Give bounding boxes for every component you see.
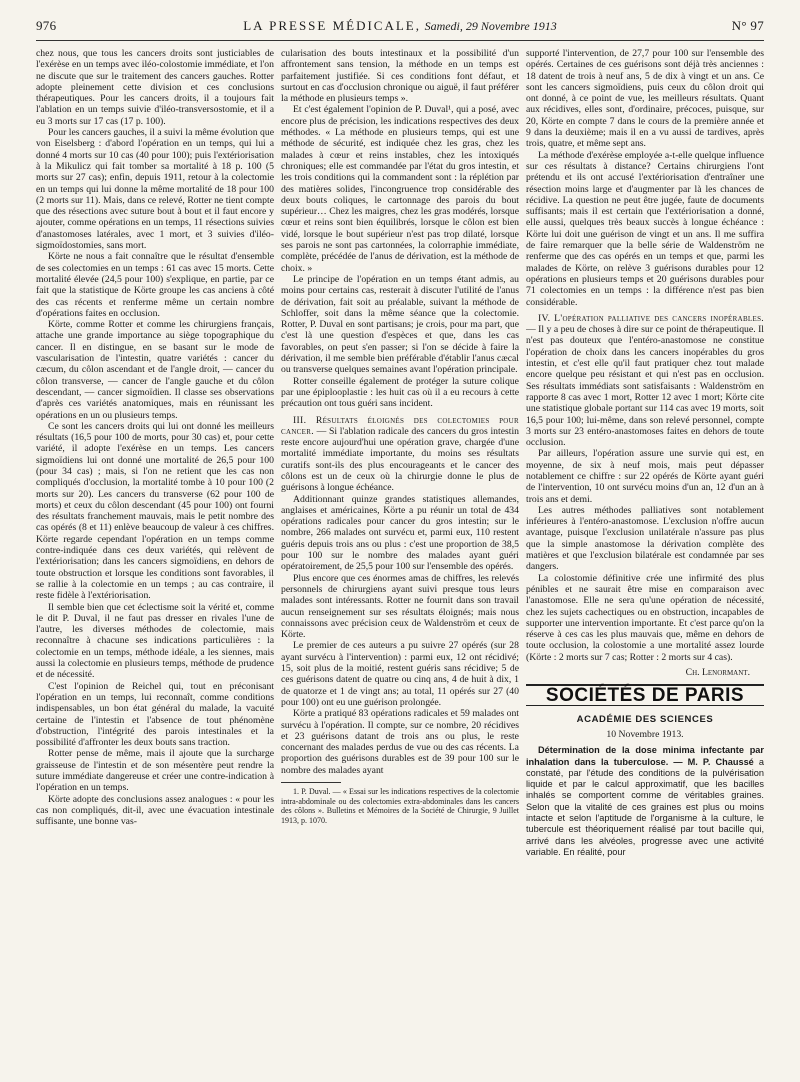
paragraph: La méthode d'exérèse employée a-t-elle quelque influence sur ces résultats à distance? Certains chirurgiens l'ont prétendu et ils ont accusé l'extériorisation d'entraîner une résection moins large et d'augmenter par là les chances de récidive. La question ne peut être jugée, faute de documents suffisants; mais il est certain que l'extériorisation a donné, elle aussi, quelques très beaux succès à longue échéance : Körte lui doit une guérison de vingt et un ans. Il me suffira de faire remarquer que la belle série de Waldenström ne renferme que des cas opérés en un temps et que, parmi les malades de Körte, on relève 3 guérisons durables pour 12 opérations en plusieurs temps et 20 guérisons durables pour 71 colectomies en un temps : la différence n'est pas bien considérable.	[526, 149, 764, 308]
section-paragraph	[526, 313, 764, 449]
paragraph: Pour les cancers gauches, il a suivi la même évolution que von Eiselsberg : d'abord l'opération en un temps, qui lui a donné 4 morts sur 10 cas (40 pour 100); puis l'extériorisation à la Mikulicz qui fait tomber sa mortalité à 18 p. 100 (5 morts sur 27 cas); enfin, depuis 1911, retour à la colectomie en un temps qui lui donne la même mortalité de 18 pour 100 (2 morts sur 11). Mais, dans ce relevé, Rotter ne tient compte que des résections avec suture bout à bout et il faut encore y ajouter, comme opérations en un temps, 11 résections suivies d'anastomoses latérales, avec 1 mort, et 3 suivies d'iléo-sigmoïdostomies, sans mort.	[36, 127, 274, 252]
paragraph: Le principe de l'opération en un temps étant admis, au moins pour certains cas, resterait à discuter l'utilité de l'anus de dérivation, fait soit au préalable, suivant la méthode de Schloffer, soit dans la même séance que la colectomie. Rotter, P. Duval en sont partisans; je crois, pour ma part, que c'est là une question d'espèces et que, dans les cas favorables, on peut s'en passer; si l'on se décide à faire la dérivation, il me semble bien préférable d'établir l'anus cæcal ou transverse quelques semaines avant l'opération principale.	[281, 273, 519, 376]
paragraph: Rotter pense de même, mais il ajoute que la surcharge graisseuse de l'intestin et de son mésentère peut rendre la suture immédiate dangereuse et créer une contre-indication à l'opération en un temps.	[36, 748, 274, 794]
paragraph: Le premier de ces auteurs a pu suivre 27 opérés (sur 28 ayant survécu à l'intervention) : parmi eux, 12 ont récidivé; 15, soit plus de la moitié, restent guéris sans récidive; 5 de ces guérisons datent de quatre ou cinq ans, 4 de huit à dix, 1 de quatorze et 1 de vingt ans; au total, 11 opérés sur 27 (40 pour 100) ont eu une guérison prolongée.	[281, 640, 519, 708]
paragraph: C'est l'opinion de Reichel qui, tout en préconisant l'opération en un temps, lui reconnaît, comme conditions indispensables, un bon état général du malade, la vacuité certaine de l'intestin et l'absence de tout phénomène d'obstruction, l'intégrité des parois intestinales et la possibilité d'affronter les deux bouts sans traction.	[36, 680, 274, 749]
footnote-rule	[281, 782, 341, 783]
paragraph: cularisation des bouts intestinaux et la possibilité d'un affrontement sans tension, la méthode en un temps est parfaitement justifiée. Si ces conditions font défaut, et surtout en cas d'occlusion chronique ou aiguë, il faut préférer la méthode en plusieurs temps ».	[281, 48, 519, 105]
abstract-paragraph	[526, 745, 764, 858]
session-date: 10 Novembre 1913.	[606, 728, 684, 740]
column-2	[281, 48, 519, 1072]
footnote: 1. P. Duval. — « Essai sur les indications respectives de la colectomie intra-abdominale ou des colectomies extra-abdominales dans les cancers des côlons ». Bulletins et Mémoires de la Société de Chirurgie, 9 Juillet 1913, p. 1070.	[281, 787, 519, 825]
section-banner: SOCIÉTÉS DE PARIS	[526, 684, 764, 705]
running-header	[36, 18, 764, 38]
paragraph: Körte adopte des conclusions assez analogues : « pour les cas non compliqués, dit-il, avec une évacuation intestinale suffisante, une bonne vas-	[36, 793, 274, 828]
section-heading: IV. L'opération palliative des cancers inopérables.	[538, 312, 764, 324]
paragraph: Plus encore que ces énormes amas de chiffres, les relevés personnels de chirurgiens ayant suivi presque tous leurs malades sont intéressants. Rotter ne fournit dans son travail aucun renseignement sur ses résultats éloignés; mais nous connaissons avec précision ceux de Waldenström et ceux de Körte.	[281, 572, 519, 641]
header-rule	[36, 40, 764, 41]
paragraph: Rotter conseille également de protéger la suture colique par une épiplooplastie : les huit cas où il a eu recours à cette précaution ont tous guéri sans incident.	[281, 375, 519, 410]
journal-title: LA PRESSE MÉDICALE,	[243, 18, 421, 33]
abstract-title: Détermination de la dose minima infectante par inhalation dans la tuberculose. — M. P. Chaussé	[526, 745, 764, 767]
paragraph: chez nous, que tous les cancers droits sont justiciables de l'exérèse en un temps avec iléo-colostomie immédiate, et l'on ne discute que sur le traitement des cancers gauches. Rotter adopte pleinement cette division et ces conclusions thérapeutiques. Pour les cancers droits, il a toujours fait l'ablation en un temps suivie d'iléo-transversostomie, et il a eu 3 morts sur 17 cas (17 p. 100).	[36, 48, 274, 127]
column-1	[36, 48, 274, 1072]
issue-date: Samedi, 29 Novembre 1913	[424, 19, 557, 33]
section-text: — Si l'ablation radicale des cancers du gros intestin reste encore aujourd'hui une opération grave, chargée d'une mortalité immédiate importante, du moins ses résultats curatifs sont-ils des plus encourageants et le cancer des côlons est un de ceux où la chirurgie donne le plus de guérisons à longue échéance.	[281, 425, 519, 494]
paragraph: Additionnant quinze grandes statistiques allemandes, anglaises et américaines, Körte a pu réunir un total de 434 opérations radicales pour cancer du gros intestin; sur le nombre, 266 malades ont survécu et, parmi eux, 110 restent guéris depuis trois ans ou plus : c'est une proportion de 38,5 pour 100 sur le nombre des malades ayant guéri opératoirement, de 25,5 pour 100 sur l'ensemble des opérés.	[281, 493, 519, 573]
paragraph: Körte ne nous a fait connaître que le résultat d'ensemble de ses colectomies en un temps : 61 cas avec 15 morts. Cette mortalité élevée (24,5 pour 100) s'explique, en partie, par ce fait que la statistique de Körte groupe les cas anciens à côté des cas récents et renferme même un certain nombre d'opérations faites en occlusion.	[36, 251, 274, 319]
paragraph: La colostomie définitive crée une infirmité des plus pénibles et ne saurait être mise en comparaison avec l'anastomose. Elle ne sera qu'une opération de nécessité, chez les sujets cachectiques ou en obstruction, incapables de supporter une intervention importante. Et c'est parce qu'on la réserve à ces cas les plus mauvais que, même en dehors de toute occlusion, la colostomie a une mortalité assez lourde (Körte : 2 morts sur 7 cas; Rotter : 2 morts sur 4 cas).	[526, 572, 764, 663]
paragraph: supporté l'intervention, de 27,7 pour 100 sur l'ensemble des opérés. Certaines de ces guérisons sont déjà très anciennes : 18 datent de trois à neuf ans, 5 de dix à vingt et un ans. Ce sont les cancers sigmoïdiens, puis ceux du côlon droit qui ont donné, à ce point de vue, les meilleurs résultats. Quant aux récidives, elles sont, d'ordinaire, précoces, puisque, sur 20, Körte en compte 7 dans le cours de la première année et 9 dans la deuxième; mais il en a vu aussi de tardives, après trois, quatre, et même sept ans.	[526, 48, 764, 150]
section-text: — Il y a peu de choses à dire sur ce point de thérapeutique. Il n'est pas douteux que l'entéro-anastomose ne constitue l'opération de choix dans les cancers inopérables du gros intestin, et c'est elle qu'il faut pratiquer chez tout malade encore quelque peu résistant et qui n'est pas en occlusion. Ses résultats immédiats sont satisfaisants : Waldenström en rapporte 8 cas avec 1 mort, Rotter 12 avec 1 mort; Körte cite une statistique globale portant sur 114 cas avec 19 morts, soit 16,5 pour 100; lui-même, dans son relevé personnel, compte 3 morts sur 23 entéro-anastomoses faites en dehors de toute occlusion.	[526, 324, 764, 449]
column-3	[526, 48, 764, 1072]
paragraph: Ce sont les cancers droits qui lui ont donné les meilleurs résultats (16,5 pour 100 de morts, pour 30 cas) et, pour cette variété, il adopte l'exérèse en un temps. Les cancers sigmoïdiens lui ont donné une mortalité de 26,5 pour 100 (pour 34 cas) ; mais, si l'on ne retient que les cas non compliqués d'occlusion, la mortalité tombe à 10 pour 100 (2 morts sur 20). Les cancers du transverse (62 pour 100 de morts) et ceux du côlon descendant (45 pour 100) ont fourni des résultats franchement mauvais, mais le petit nombre des cas opérés (8 et 11) enlève beaucoup de valeur à ces chiffres. Körte regarde cependant l'opération en un temps comme contre-indiquée dans ces deux variétés, qui relèvent de l'extériorisation; dans les cancers sigmoïdiens, en dehors de toute obstruction et lorsque les conditions sont favorables, il se rallie à la colectomie en un temps ; au cas contraire, il reste fidèle à l'extériorisation.	[36, 420, 274, 602]
section-paragraph	[281, 415, 519, 494]
journal-title-line	[36, 18, 764, 34]
paragraph: Körte, comme Rotter et comme les chirurgiens français, attache une grande importance au siège topographique du cancer. Il en distingue, en se basant sur le mode de vascularisation de l'intestin, quatre variétés : cancer du cæcum, du côlon ascendant et de l'angle droit, — cancer du côlon transverse, — cancer de l'angle gauche et du côlon descendant, — cancer sigmoïdien. Il classe ses observations d'après ces variétés anatomiques, mais en réunissant les opérations en un ou plusieurs temps.	[36, 319, 274, 421]
author-signature: Ch. Lenormant.	[685, 667, 750, 679]
page-number: 976	[36, 18, 57, 33]
paragraph: Körte a pratiqué 83 opérations radicales et 59 malades ont survécu à l'opération. Il compte, sur ce nombre, 20 récidives et 23 guérisons datant de trois ans ou plus, le reste concernant des malades perdus de vue ou des cas récents. La proportion des guérisons durables est de 39 pour 100 sur le nombre des malades ayant	[281, 708, 519, 776]
academy-heading: ACADÉMIE DES SCIENCES	[576, 713, 714, 725]
section-heading: III. Résultats éloignés des colectomies pour cancer.	[281, 414, 519, 437]
paragraph: Et c'est également l'opinion de P. Duval¹, qui a posé, avec encore plus de précision, les indications respectives des deux méthodes. « La méthode en plusieurs temps, qui est une méthode de sécurité, est indiquée chez les gras, chez les malades à cœur et reins instables, chez les intoxiqués chroniques; elle est commandée par l'état du gros intestin, et les trois conditions qui la commandent sont : la réplétion par des matières solides, l'incongruence trop considérable des deux bouts coliques, le cartonnage des parois du bout supérieur… Chez les maigres, chez les gras modérés, lorsque cœur et reins sont bien équilibrés, lorsque le côlon est bien vidé, lorsque le bout supérieur n'est pas trop dilaté, lorsque ses parois ne sont pas cartonnées, la colorraphie immédiate, complète, précédée de l'anus de dérivation, est la méthode de choix. »	[281, 104, 519, 274]
abstract-text: a constaté, par l'étude des conditions de la pulvérisation liquide et par le calcul approximatif, que les bacilles inhalés se comportent comme de véritables graines. Selon que la vitalité de ces graines est plus ou moins intacte et selon l'aptitude de l'organisme à la culture, le tubercule est théoriquement réalisé par tout bacille qui, arrivé dans les alvéoles, progresse avec une activité variable. En réalité, pour	[526, 756, 764, 857]
issue-number: N° 97	[731, 18, 764, 33]
paragraph: Il semble bien que cet éclectisme soit la vérité et, comme le dit P. Duval, il ne faut pas dresser en rivales l'une de l'autre, les diverses méthodes de colectomie, mais reconnaître à chacune ses indications particulières : la colectomie en un temps, méthode idéale, a les siennes, mais aussi la colectomie en plusieurs temps, méthode de prudence et de nécessité.	[36, 601, 274, 681]
paragraph: Par ailleurs, l'opération assure une survie qui est, en moyenne, de six à neuf mois, mais peut dépasser notablement ce chiffre : sur 22 opérés de Körte ayant guéri de l'intervention, 10 ont survécu moins d'un an, 12 d'un an à trois ans et demi.	[526, 448, 764, 505]
paragraph: Les autres méthodes palliatives sont notablement inférieures à l'entéro-anastomose. L'exclusion n'offre aucun avantage, puisque l'exclusion unilatérale n'assure pas plus que la simple anastomose la dérivation complète des matières et que l'exclusion bilatérale est condamnée par ses dangers.	[526, 504, 764, 573]
